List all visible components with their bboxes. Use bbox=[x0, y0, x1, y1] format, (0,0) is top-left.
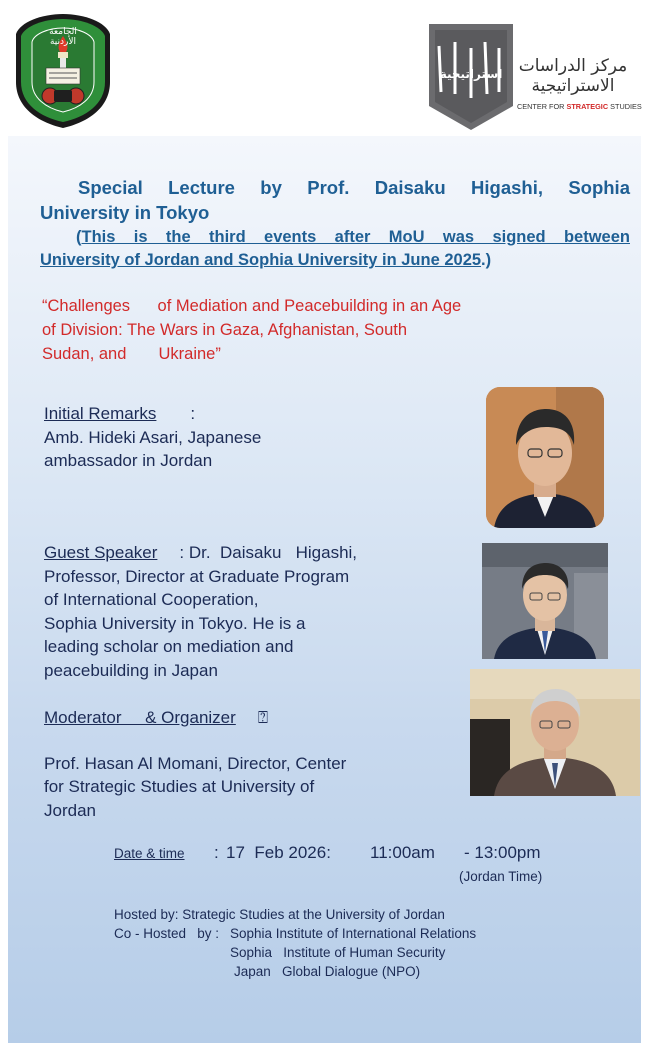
cohost-3: Japan Global Dialogue (NPO) bbox=[234, 964, 421, 979]
event-end-time: - 13:00pm bbox=[464, 843, 541, 862]
datetime-colon: : bbox=[214, 843, 219, 862]
datetime-row bbox=[114, 843, 574, 867]
guest-speaker-section bbox=[44, 541, 414, 682]
initial-remarks-colon: : bbox=[190, 404, 196, 423]
guest-speaker-line3: Sophia University in Tokyo. He is a bbox=[44, 613, 306, 633]
topic-line1: “Challenges of Mediation and Peacebuilding in an Age bbox=[42, 297, 462, 315]
center-name-en-prefix: CENTER FOR bbox=[517, 102, 567, 111]
hosted-by: Hosted by: Strategic Studies at the University of Jordan bbox=[114, 907, 445, 922]
lecture-subtitle bbox=[40, 226, 630, 272]
center-name-english bbox=[517, 102, 642, 111]
topic-line3: Sudan, and Ukraine” bbox=[42, 345, 221, 363]
ambassador-photo bbox=[486, 387, 604, 528]
guest-speaker-label: Guest Speaker bbox=[44, 543, 158, 562]
lecture-topic bbox=[42, 294, 512, 366]
center-name-arabic bbox=[517, 56, 629, 96]
moderator-colon: ⍰ bbox=[257, 708, 269, 727]
lecture-title bbox=[40, 175, 630, 225]
guest-speaker-line4: leading scholar on mediation and bbox=[44, 637, 294, 656]
university-logo bbox=[14, 12, 112, 130]
university-seal-text: الجامعة الأردنية bbox=[49, 27, 77, 47]
initial-remarks-line2: ambassador in Jordan bbox=[44, 451, 213, 470]
initial-remarks-section bbox=[44, 402, 464, 473]
center-name-arabic-line1: مركز الدراسات bbox=[518, 56, 628, 76]
subtitle-open-paren: ( bbox=[76, 228, 82, 246]
cohost-1: Sophia Institute of International Relations bbox=[230, 926, 477, 941]
guest-speaker-name: : Dr. Daisaku Higashi, bbox=[179, 543, 358, 562]
lecture-title-line2: University in Tokyo bbox=[40, 202, 210, 223]
cohost-2: Sophia Institute of Human Security bbox=[230, 945, 446, 960]
moderator-photo bbox=[470, 669, 640, 796]
subtitle-close-paren: .) bbox=[481, 251, 492, 269]
subtitle-line1: This is the third events after MoU was signed between bbox=[81, 228, 630, 246]
moderator-section bbox=[44, 706, 414, 822]
moderator-line2: for Strategic Studies at University of bbox=[44, 777, 315, 796]
event-timezone: (Jordan Time) bbox=[459, 869, 543, 884]
center-name-en-suffix: STUDIES bbox=[608, 102, 642, 111]
guest-speaker-line2: of International Cooperation, bbox=[44, 590, 259, 609]
datetime-label: Date & time bbox=[114, 846, 185, 861]
topic-line2: of Division: The Wars in Gaza, Afghanistan, South bbox=[42, 321, 408, 339]
center-logo bbox=[425, 22, 642, 132]
moderator-line3: Jordan bbox=[44, 800, 96, 820]
moderator-line1: Prof. Hasan Al Momani, Director, Center bbox=[44, 753, 347, 773]
guest-speaker-photo bbox=[482, 543, 608, 659]
event-start-time: 11:00am bbox=[370, 843, 435, 862]
subtitle-line2: University of Jordan and Sophia University in June 2025 bbox=[40, 251, 482, 269]
lecture-title-line1: Special Lecture by Prof. Daisaku Higashi, Sophia bbox=[78, 177, 630, 198]
center-mark-text: استراتيجية bbox=[439, 67, 503, 81]
guest-speaker-line5: peacebuilding in Japan bbox=[44, 660, 218, 680]
event-date: 17 Feb 2026: bbox=[226, 843, 331, 862]
guest-speaker-line1: Professor, Director at Graduate Program bbox=[44, 566, 350, 586]
center-name-en-accent: STRATEGIC bbox=[566, 102, 609, 111]
moderator-label: Moderator & Organizer bbox=[44, 708, 236, 727]
cohosted-label: Co - Hosted by : bbox=[114, 926, 220, 941]
center-name-arabic-line2: الاستراتيجية bbox=[531, 76, 615, 96]
hosting-section bbox=[114, 905, 534, 981]
initial-remarks-line1: Amb. Hideki Asari, Japanese bbox=[44, 427, 262, 447]
initial-remarks-label: Initial Remarks bbox=[44, 404, 157, 423]
